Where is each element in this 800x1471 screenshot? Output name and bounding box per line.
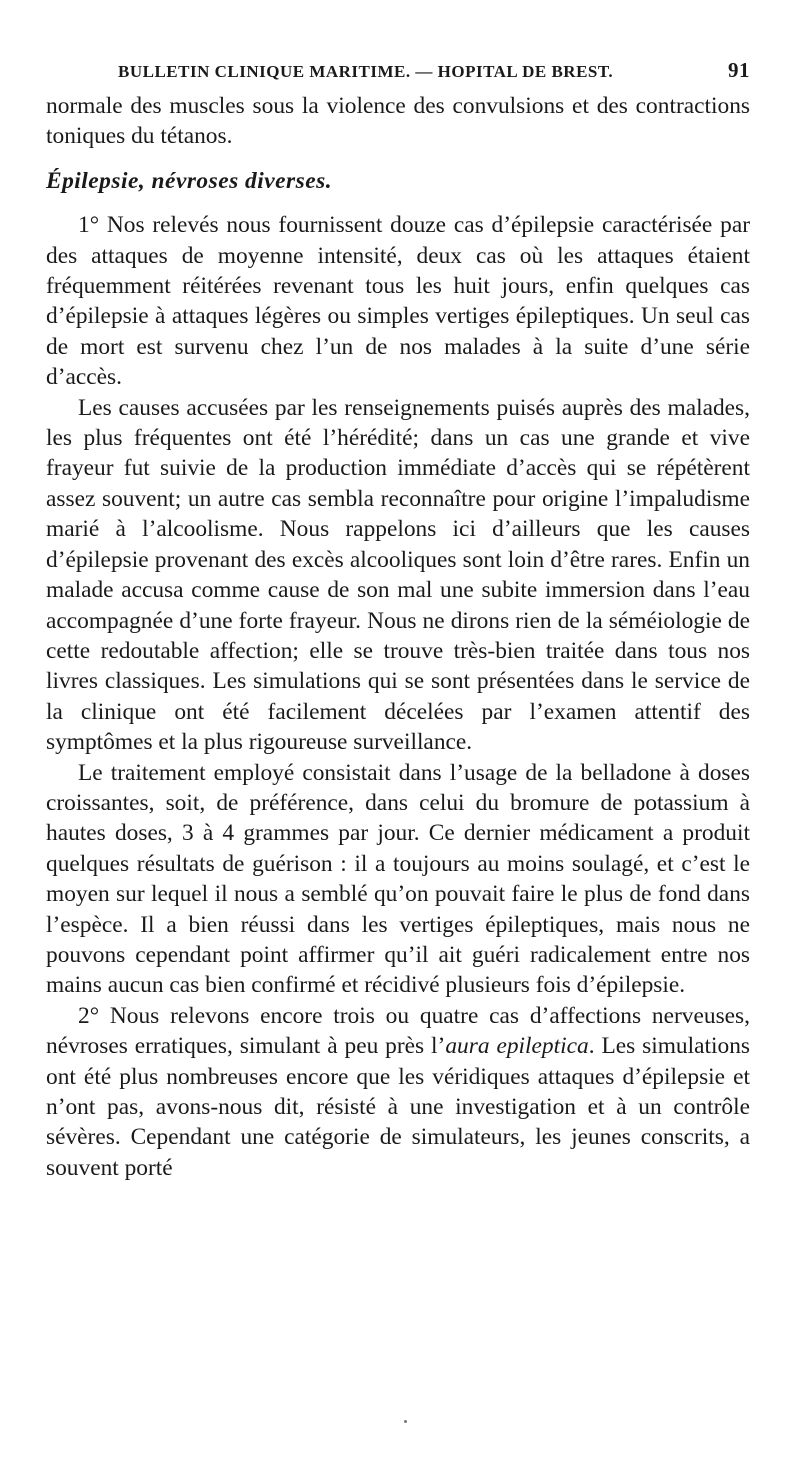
paragraph-1: 1° Nos relevés nous fournissent douze cas d’épilepsie caractérisée par des attaques de moyenne intensité, deux cas où les attaques étaient fréquemment réitérées revenant tous les huit jours, enfin quelques cas d’épilepsie à attaques légères ou simples vertiges épileptiques. Un seul cas de mort est survenu chez l’un de nos malades à la suite d’une série d’accès. [46, 212, 750, 391]
paragraph-4-end: . Les simulations ont été plus nombreuses encore que les véridiques attaques d’épilepsie et n’ont pas, avons-nous dit, résisté à une investigation et à un contrôle sévères. Cependant une catégorie de simulateurs, les jeunes conscrits, a souvent porté [46, 1033, 750, 1181]
print-speck [404, 1420, 407, 1423]
paragraph-2: Les causes accusées par les renseignements puisés auprès des malades, les plus fréquentes ont été l’hérédité; dans un cas une grande et vive frayeur fut suivie de la production immédiate d’accès qui se répétèrent assez souvent; un autre cas sembla reconnaître pour origine l’impaludisme marié à l’alcoolisme. Nous rappelons ici d’ailleurs que les causes d’épilepsie provenant des excès alcooliques sont loin d’être rares. Enfin un malade accusa comme cause de son mal une subite immersion dans l’eau accompagnée d’une forte frayeur. Nous ne dirons rien de la séméiologie de cette redoutable affection; elle se trouve très-bien traitée dans tous nos livres classiques. Les simulations qui se sont présentées dans le service de la clinique ont été facilement décelées par l’examen attentif des symptômes et la plus rigoureuse surveillance. [46, 394, 750, 756]
paragraph-4-start: 2° Nous relevons encore trois ou quatre cas d’affections nerveuses, névroses erratiques, simulant à peu près l’ [46, 1002, 750, 1060]
paragraph-continued: normale des muscles sous la violence des convulsions et des contractions toniques du tétanos. [46, 93, 750, 150]
running-title: BULLETIN CLINIQUE MARITIME. — HOPITAL DE BREST. [118, 62, 614, 81]
body-text [46, 91, 750, 1183]
page-number: 91 [728, 58, 750, 82]
section-heading: Épilepsie, névroses diverses. [46, 167, 333, 194]
paragraph-4-italic: aura epileptica [445, 1033, 589, 1060]
paragraph-3: Le traitement employé consistait dans l’usage de la belladone à doses croissantes, soit, de préférence, dans celui du bromure de potassium à hautes doses, 3 à 4 grammes par jour. Ce dernier médicament a produit quelques résultats de guérison : il a toujours au moins soulagé, et c’est le moyen sur lequel il nous a semblé qu’on pouvait faire le plus de fond dans l’espèce. Il a bien réussi dans les vertiges épileptiques, mais nous ne pouvons cependant point affirmer qu’il ait guéri radicalement entre nos mains aucun cas bien confirmé et récidivé plusieurs fois d’épilepsie. [46, 759, 750, 999]
paragraph-4 [46, 1001, 750, 1183]
running-header [118, 58, 750, 88]
